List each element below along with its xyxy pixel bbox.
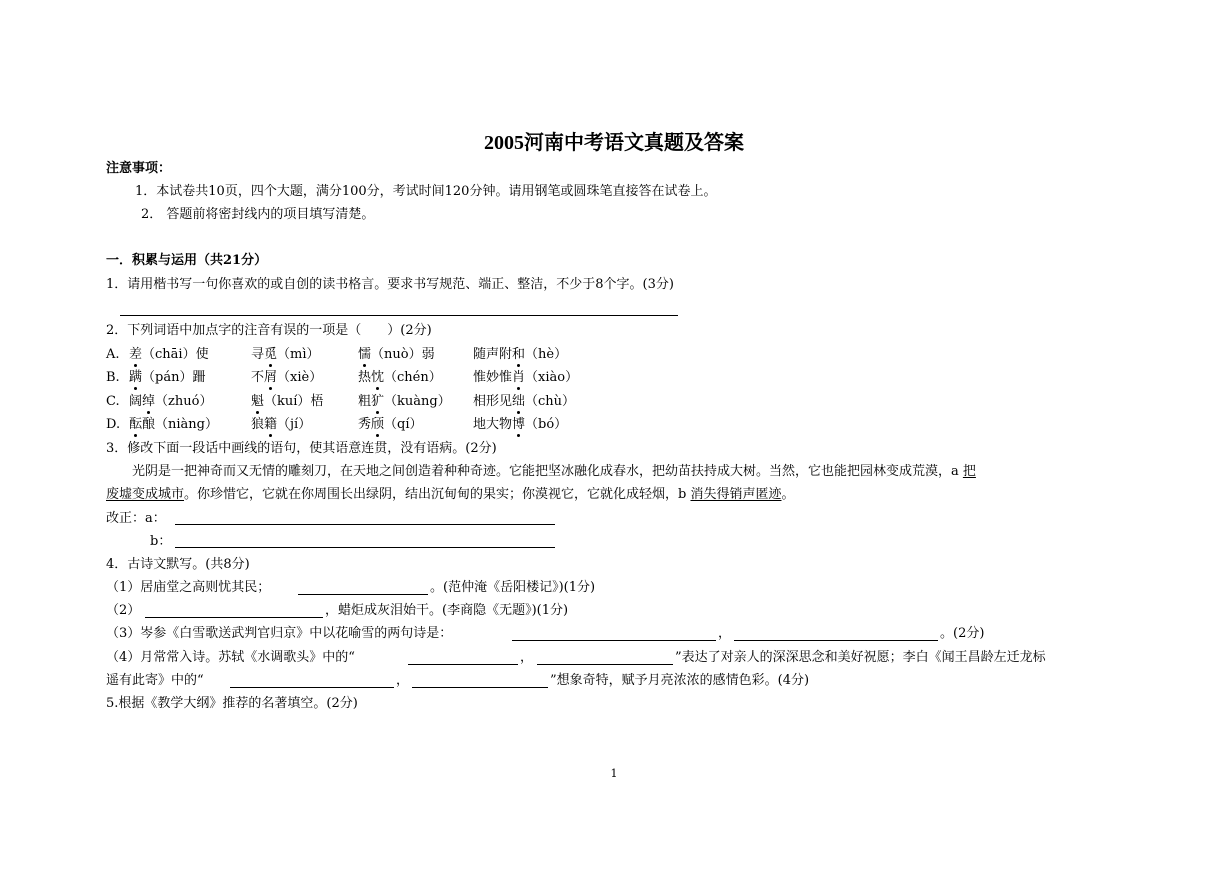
option-label-c: C.: [106, 394, 120, 409]
poem-blank-4b[interactable]: [537, 664, 673, 665]
word-prefix: 地大物: [473, 417, 513, 432]
option-a-word-4: [473, 347, 567, 363]
poem-item-4-cont: 遥有此寄》中的“: [106, 673, 204, 688]
word-suffix: （jí）: [277, 417, 312, 432]
poem-item-3-comma: ，: [718, 626, 732, 641]
question-1: 1．请用楷书写一句你喜欢的或自创的读书格言。要求书写规范、端正、整洁，不少于8个字。(3分): [106, 277, 674, 292]
option-b-word-1: [129, 370, 205, 386]
word-suffix: （xiào）: [525, 370, 579, 385]
answer-line-q1: [120, 315, 678, 316]
fix-input-a[interactable]: [175, 524, 555, 525]
underlined-phrase-a-start: 把: [962, 464, 976, 479]
option-b-word-3: [358, 370, 442, 386]
word-prefix: 惟妙惟: [473, 370, 513, 385]
passage-line-2: [106, 487, 795, 503]
poem-blank-4a[interactable]: [408, 664, 518, 665]
word-suffix: （qí）: [384, 417, 423, 432]
poem-item-1-suffix: 。(范仲淹《岳阳楼记》)(1分): [430, 580, 596, 595]
word-prefix: 不: [251, 370, 265, 385]
poem-item-2-prefix: （2）: [106, 603, 141, 618]
dotted-char: 差: [129, 347, 143, 362]
dotted-char: 肖: [512, 370, 526, 385]
dotted-char: 屑: [264, 370, 278, 385]
notice-item-2: 2． 答题前将密封线内的项目填写清楚。: [141, 207, 375, 222]
poem-item-1-prefix: （1）居庙堂之高则忧其民；: [106, 580, 271, 595]
question-5: 5.根据《教学大纲》推荐的名著填空。(2分): [106, 696, 358, 711]
poem-item-4-suffix: ”想象奇特，赋予月亮浓浓的感情色彩。(4分): [550, 673, 810, 688]
word-prefix: 寻: [251, 347, 265, 362]
dotted-char: 蹒: [129, 370, 143, 385]
word-suffix: （zhuó）: [155, 394, 213, 409]
dotted-char: 颀: [371, 417, 385, 432]
poem-blank-3a[interactable]: [512, 640, 716, 641]
option-c-word-3: [358, 394, 451, 410]
notice-heading: 注意事项：: [106, 161, 172, 176]
question-2: 2．下列词语中加点字的注音有误的一项是（ ）(2分): [106, 323, 432, 338]
word-prefix: 秀: [358, 417, 372, 432]
underlined-phrase-b: 消失得销声匿迹: [690, 487, 782, 502]
word-prefix: 狼: [251, 417, 265, 432]
option-d-word-1: [129, 417, 218, 433]
question-4: 4．古诗文默写。(共8分): [106, 557, 250, 572]
word-prefix: 相形见: [473, 394, 513, 409]
dotted-char: 博: [512, 417, 526, 432]
poem-item-3-prefix: （3）岑参《白雪歌送武判官归京》中以花喻雪的两句诗是：: [106, 626, 453, 641]
dotted-char: 犷: [371, 394, 385, 409]
option-a-word-2: [251, 347, 320, 363]
dotted-char: 籍: [264, 417, 278, 432]
option-d-word-3: [358, 417, 423, 433]
poem-blank-4c[interactable]: [230, 687, 394, 688]
option-b-word-4: [473, 370, 578, 386]
option-c-word-1: [129, 394, 212, 410]
word-prefix: 随声附: [473, 347, 513, 362]
word-suffix: （hè）: [525, 347, 568, 362]
section-heading: 一．积累与运用（共21分）: [106, 253, 268, 268]
passage-text: 。你珍惜它，它就在你周围长出绿阴，结出沉甸甸的果实；你漠视它，它就化成轻烟，b: [184, 487, 691, 502]
dotted-char: 绌: [512, 394, 526, 409]
option-a-word-1: [129, 347, 209, 363]
fix-label-b: b：: [150, 534, 172, 549]
poem-blank-1[interactable]: [298, 594, 428, 595]
underlined-phrase-a-end: 废墟变成城市: [106, 487, 185, 502]
word-suffix: （chén）: [384, 370, 442, 385]
option-label-b: B.: [106, 370, 120, 385]
passage-text-end: 。: [781, 487, 795, 502]
poem-item-4-middle: ”表达了对亲人的深深思念和美好祝愿；李白《闻王昌龄左迁龙标: [675, 650, 1046, 665]
dotted-char: 觅: [264, 347, 278, 362]
dotted-char: 酝: [129, 417, 143, 432]
option-d-word-4: [473, 417, 567, 433]
fix-label-a: 改正：a：: [106, 511, 166, 526]
word-suffix: （nuò）弱: [371, 347, 435, 362]
word-suffix: 酿（niàng）: [142, 417, 218, 432]
word-prefix: 热: [358, 370, 372, 385]
dotted-char: 懦: [358, 347, 372, 362]
word-suffix: （kuí）梧: [264, 394, 324, 409]
word-suffix: （bó）: [525, 417, 568, 432]
word-suffix: （chāi）使: [142, 347, 209, 362]
option-c-word-4: [473, 394, 575, 410]
poem-item-2-suffix: ，蜡炬成灰泪始干。(李商隐《无题》)(1分): [325, 603, 569, 618]
passage-text: 光阴是一把神奇而又无情的雕刻刀，在天地之间创造着种种奇迹。它能把坚冰融化成春水，把幼苗扶持成大树。当然，它也能把园林变成荒漠，a: [106, 464, 963, 479]
word-suffix: （pán）跚: [142, 370, 206, 385]
option-label-a: A.: [106, 347, 120, 362]
fix-input-b[interactable]: [175, 547, 555, 548]
poem-item-4-comma: ，: [520, 650, 534, 665]
word-suffix: （kuàng）: [384, 394, 451, 409]
word-prefix: 粗: [358, 394, 372, 409]
dotted-char: 忱: [371, 370, 385, 385]
poem-blank-4d[interactable]: [412, 687, 548, 688]
option-a-word-3: [358, 347, 435, 363]
word-suffix: （chù）: [525, 394, 576, 409]
poem-item-4-comma-2: ，: [396, 673, 410, 688]
option-label-d: D.: [106, 417, 121, 432]
dotted-char: 和: [512, 347, 526, 362]
poem-blank-2[interactable]: [145, 617, 323, 618]
passage-line-1: [106, 464, 976, 480]
notice-item-1: 1．本试卷共10页，四个大题，满分100分，考试时间120分钟。请用钢笔或圆珠笔直接答在试卷上。: [135, 184, 717, 199]
page-number: 1: [610, 767, 618, 780]
option-c-word-2: [251, 394, 323, 410]
poem-item-3-suffix: 。(2分): [940, 626, 985, 641]
option-d-word-2: [251, 417, 311, 433]
word-prefix: 阔: [129, 394, 143, 409]
poem-item-4-prefix: （4）月常常入诗。苏轼《水调歌头》中的“: [106, 650, 355, 665]
poem-blank-3b[interactable]: [734, 640, 938, 641]
dotted-char: 绰: [142, 394, 156, 409]
page-title: 2005河南中考语文真题及答案: [484, 132, 744, 154]
question-3: 3．修改下面一段话中画线的语句，使其语意连贯，没有语病。(2分): [106, 441, 497, 456]
option-b-word-2: [251, 370, 322, 386]
dotted-char: 魁: [251, 394, 265, 409]
word-suffix: （mì）: [277, 347, 320, 362]
word-suffix: （xiè）: [277, 370, 323, 385]
